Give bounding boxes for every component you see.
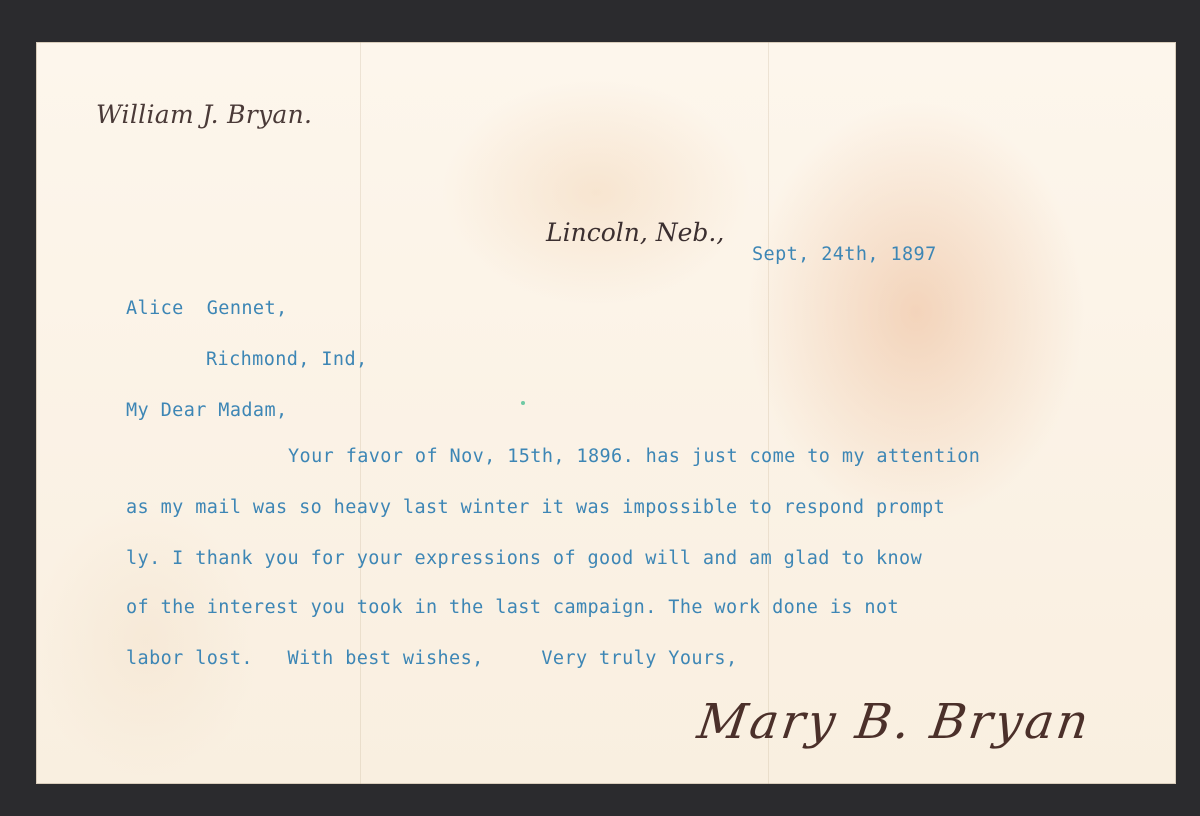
ink-spot xyxy=(521,401,525,405)
body-line: of the interest you took in the last campaign. The work done is not xyxy=(126,597,900,618)
letter-place: Lincoln, Neb., xyxy=(546,218,725,247)
salutation: My Dear Madam, xyxy=(126,400,288,421)
recipient-name: Alice Gennet, xyxy=(126,298,288,319)
handwritten-signature: Mary B. Bryan xyxy=(694,694,1095,750)
body-line: Your favor of Nov, 15th, 1896. has just come to my attention xyxy=(288,446,981,467)
letter-sheet xyxy=(36,42,1176,784)
letterhead-name: William J. Bryan. xyxy=(96,100,313,129)
paper-fold-line xyxy=(768,42,769,784)
letter-date: Sept, 24th, 1897 xyxy=(752,244,937,265)
body-line: as my mail was so heavy last winter it was impossible to respond prompt xyxy=(126,497,946,518)
body-line: ly. I thank you for your expressions of good will and am glad to know xyxy=(126,548,923,569)
paper-fold-line xyxy=(360,42,361,784)
body-line: labor lost. With best wishes, Very truly Yours, xyxy=(126,648,738,669)
recipient-address: Richmond, Ind, xyxy=(206,349,368,370)
